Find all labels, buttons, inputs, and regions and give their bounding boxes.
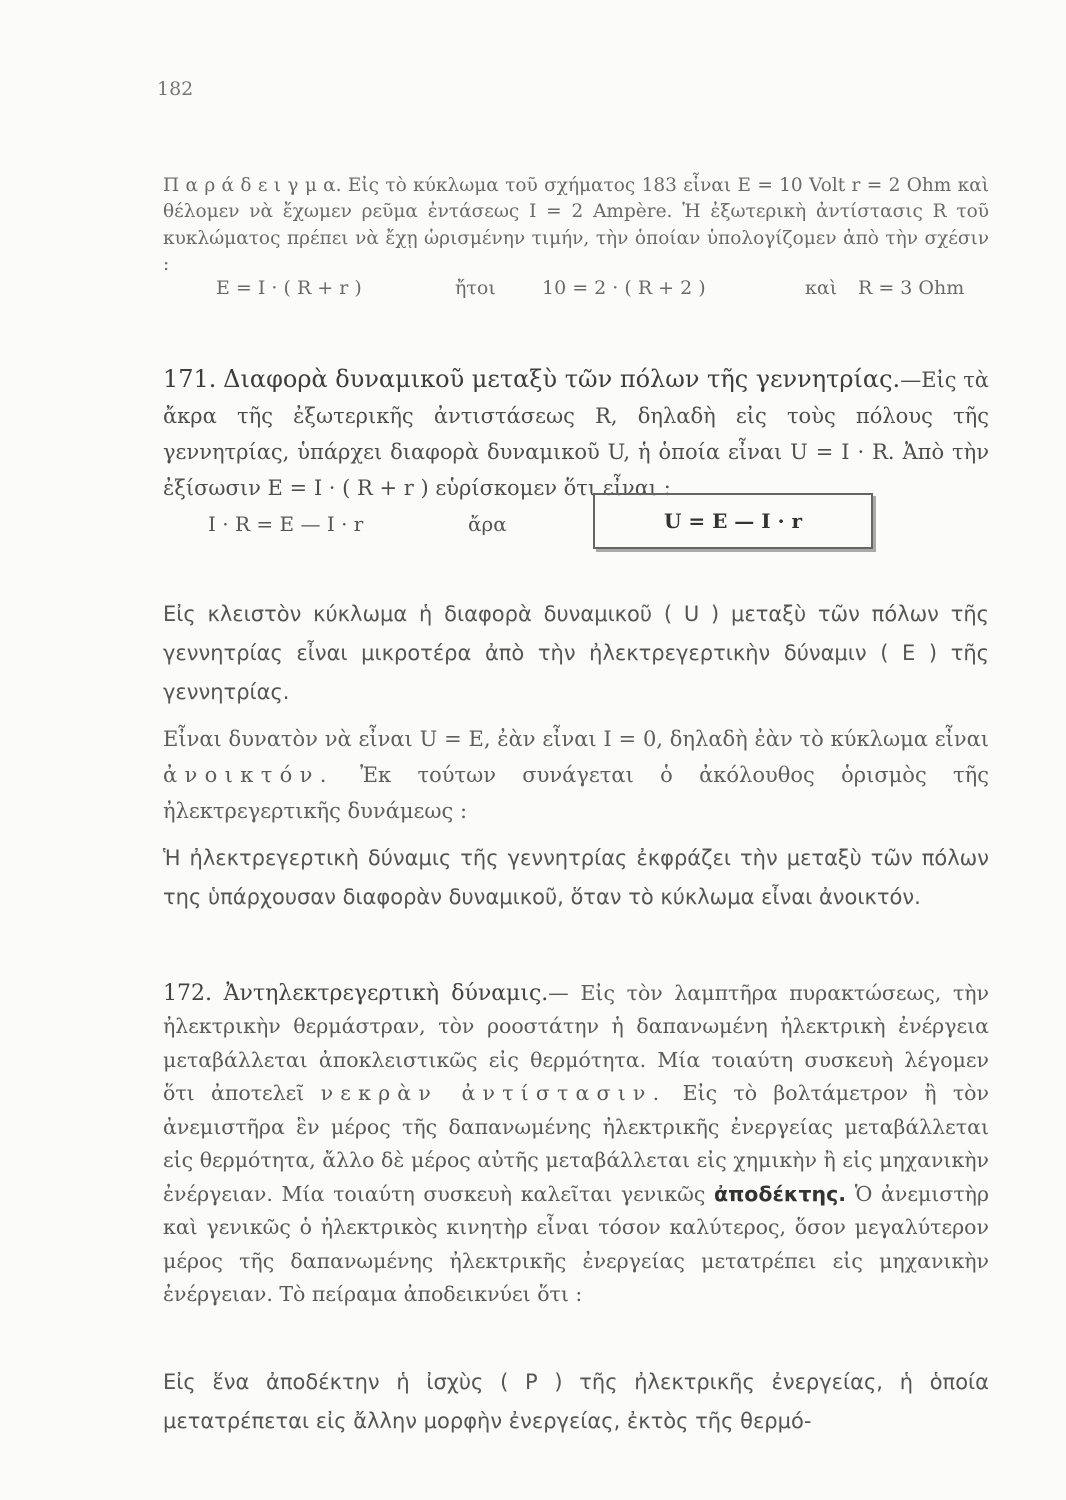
section-172-text-3: Ὁ ἀνεμιστὴρ καὶ γενικῶς ὁ ἠλεκτρικὸς κινητὴρ εἶναι τόσον καλύτερος, ὅσον μεγαλύτερον μέρος τῆς δαπανωμένης ἠλεκτρικῆς ἐνεργείας μετατρέπει εἰς μηχανικὴν ἐνέργειαν. Τὸ πείραμα ἀποδεικνύει ὅτι : <box>163 1181 989 1306</box>
section-172-text-1: — Εἰς τὸν λαμπτῆρα πυρακτώσεως, τὴν ἠλεκτρικὴν θερμάστραν, τὸν ροοστάτην ἡ δαπανωμένη ἠλεκτρικὴ ἐνέργεια μεταβάλλεται ἀποκλειστικῶς εἰς θερμότητα. Μία τοιαύτη συσκευὴ λέγομεν ὅτι ἀποτελεῖ <box>163 980 989 1105</box>
boxed-formula: U = E — I · r <box>593 493 873 549</box>
statement-1: Εἰς κλειστὸν κύκλωμα ἡ διαφορὰ δυναμικοῦ ( U ) μεταξὺ τῶν πόλων τῆς γεννητρίας εἶναι μικροτέρα ἀπὸ τὴν ἠλεκτρεγερτικὴν δύναμιν ( E ) τῆς γεννητρίας. <box>163 602 989 704</box>
equation-word-2: καὶ <box>805 277 838 299</box>
formula-line <box>0 506 1066 566</box>
section-171-text: —Εἰς τὰ ἄκρα τῆς ἐξωτερικῆς ἀντιστάσεως R, δηλαδὴ εἰς τοὺς πόλους τῆς γεννητρίας, ὑπάρχει διαφορὰ δυναμικοῦ U, ἡ ὁποία εἶναι U = I · R. Ἀπὸ τὴν ἐξίσωσιν E = I · ( R + r ) εὑρίσκομεν ὅτι εἶναι : <box>163 368 989 500</box>
paragraph-2-before: Εἶναι δυνατὸν νὰ εἶναι U = E, ἐὰν εἶναι I = 0, δηλαδὴ ἐὰν τὸ κύκλωμα εἶναι <box>163 727 989 751</box>
section-172 <box>163 977 989 1312</box>
formula-left: I · R = E — I · r <box>208 512 364 536</box>
statement-3: Εἰς ἕνα ἀποδέκτην ἡ ἰσχὺς ( P ) τῆς ἠλεκτρικῆς ἐνεργείας, ἡ ὁποία μετατρέπεται εἰς ἄλλην μορφὴν ἐνεργείας, ἐκτὸς τῆς θερμό- <box>163 1370 989 1433</box>
page-number: 182 <box>157 78 194 100</box>
paragraph-2 <box>163 721 989 829</box>
section-172-text-2: Εἰς τὸ βολτάμετρον ἢ τὸν ἀνεμιστῆρα ἓν μέρος τῆς δαπανωμένης ἠλεκτρικῆς ἐνεργείας μεταβάλλεται εἰς θερμότητα, ἄλλο δὲ μέρος αὐτῆς μεταβάλλεται εἰς χημικὴν ἢ εἰς μηχανικὴν ἐνέργειαν. Μία τοιαύτη συσκευὴ καλεῖται γενικῶς <box>163 1081 989 1206</box>
equation-part-2: 10 = 2 · ( R + 2 ) <box>542 277 706 299</box>
section-172-spaced: νεκρὰν ἀντίστασιν. <box>320 1081 667 1105</box>
paragraph-2-after: Ἐκ τούτων συνάγεται ὁ ἀκόλουθος ὁρισμὸς τῆς ἠλεκτρεγερτικῆς δυνάμεως : <box>163 763 989 823</box>
section-171 <box>163 361 989 506</box>
example-paragraph: Π α ρ ά δ ε ι γ μ α. Εἰς τὸ κύκλωμα τοῦ σχήματος 183 εἶναι E = 10 Volt r = 2 Ohm καὶ θέλομεν νὰ ἔχωμεν ρεῦμα ἐντάσεως I = 2 Ampère. Ἡ ἐξωτερικὴ ἀντίστασις R τοῦ κυκλώματος πρέπει νὰ ἔχῃ ὡρισμένην τιμήν, τὴν ὁποίαν ὑπολογίζομεν ἀπὸ τὴν σχέσιν : <box>163 174 989 275</box>
example-equation <box>0 277 1066 307</box>
section-171-title: Διαφορὰ δυναμικοῦ μεταξὺ τῶν πόλων τῆς γεννητρίας. <box>223 365 901 393</box>
section-171-number: 171. <box>163 365 217 393</box>
section-172-bold-term: ἀποδέκτης. <box>714 1181 847 1206</box>
paragraph-2-spaced: ἀνοικτόν. <box>163 763 334 787</box>
section-172-number: 172. <box>163 980 212 1006</box>
statement-2: Ἡ ἠλεκτρεγερτικὴ δύναμις τῆς γεννητρίας ἐκφράζει τὴν μεταξὺ τῶν πόλων της ὑπάρχουσαν διαφορὰν δυναμικοῦ, ὅταν τὸ κύκλωμα εἶναι ἀνοικτόν. <box>163 846 989 909</box>
equation-word-1: ἤτοι <box>455 277 496 299</box>
equation-part-3: R = 3 Ohm <box>858 277 965 299</box>
section-172-title: Ἀντηλεκτρεγερτικὴ δύναμις. <box>223 980 549 1006</box>
formula-word: ἄρα <box>468 512 507 536</box>
equation-part-1: E = I · ( R + r ) <box>216 277 362 299</box>
